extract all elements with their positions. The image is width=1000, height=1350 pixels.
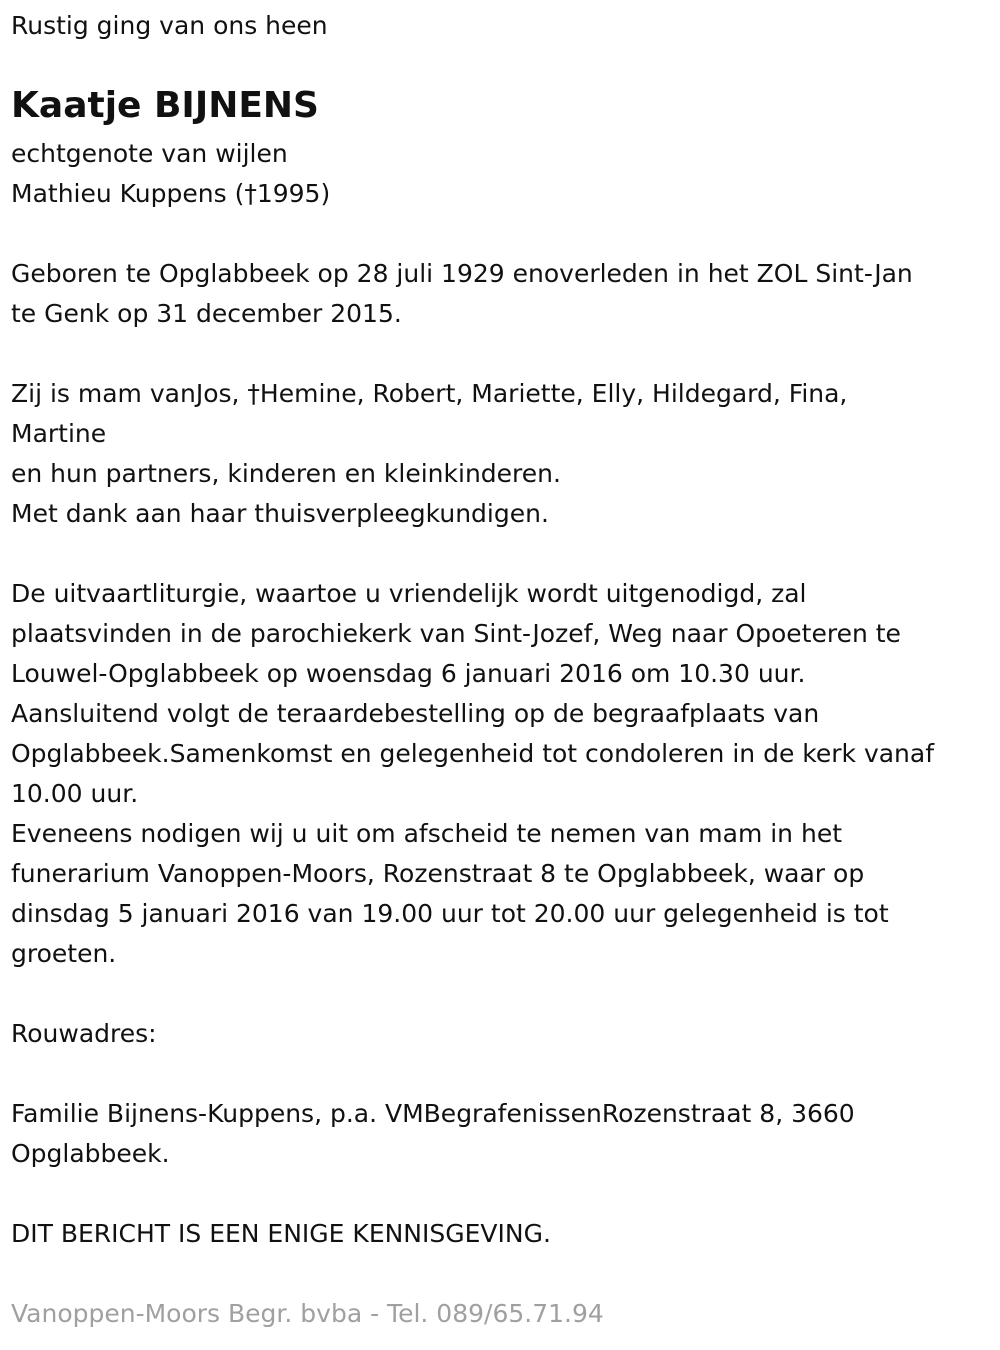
partners-line: en hun partners, kinderen en kleinkinderen. xyxy=(11,459,561,488)
funeral-line: groeten. xyxy=(11,939,117,968)
funeral-line: plaatsvinden in de parochiekerk van Sint-Jozef, Weg naar Opoeteren te xyxy=(11,619,901,648)
birth-line: Geboren te Opglabbeek op 28 juli 1929 enoverleden in het ZOL Sint-Jan xyxy=(11,259,913,288)
death-line: te Genk op 31 december 2015. xyxy=(11,299,402,328)
family-section xyxy=(11,374,847,534)
funeral-section xyxy=(11,574,934,974)
spouse-death-year: 1995) xyxy=(256,179,331,208)
address-label-section xyxy=(11,1014,157,1054)
children-line-continued: Martine xyxy=(11,419,107,448)
intro-text: Rustig ging van ons heen xyxy=(11,11,328,40)
funeral-home-footer: Vanoppen-Moors Begr. bvba - Tel. 089/65.71.94 xyxy=(11,1299,604,1328)
children-intro: Zij is mam vanJos, xyxy=(11,379,248,408)
footer-section xyxy=(11,1294,604,1334)
children-names: Hemine, Robert, Mariette, Elly, Hildegard, Fina, xyxy=(259,379,848,408)
notice-section xyxy=(11,1214,551,1254)
thanks-line: Met dank aan haar thuisverpleegkundigen. xyxy=(11,499,549,528)
address-line: Opglabbeek. xyxy=(11,1139,170,1168)
spouse-name-line xyxy=(11,174,330,214)
funeral-line: dinsdag 5 januari 2016 van 19.00 uur tot 20.00 uur gelegenheid is tot xyxy=(11,899,889,928)
funeral-line: Louwel-Opglabbeek op woensdag 6 januari 2016 om 10.30 uur. xyxy=(11,659,806,688)
cross-icon: † xyxy=(247,379,260,408)
deceased-name: Kaatje BIJNENS xyxy=(11,85,319,126)
spouse-section xyxy=(11,134,330,214)
notice-text: DIT BERICHT IS EEN ENIGE KENNISGEVING. xyxy=(11,1219,551,1248)
funeral-line: Eveneens nodigen wij u uit om afscheid te nemen van mam in het xyxy=(11,819,843,848)
birth-death-section xyxy=(11,254,913,334)
address-label: Rouwadres: xyxy=(11,1019,157,1048)
funeral-line: De uitvaartliturgie, waartoe u vriendelijk wordt uitgenodigd, zal xyxy=(11,579,807,608)
address-section xyxy=(11,1094,855,1174)
cross-icon: † xyxy=(244,179,257,208)
funeral-line: 10.00 uur. xyxy=(11,779,139,808)
funeral-line: Opglabbeek.Samenkomst en gelegenheid tot condoleren in de kerk vanaf xyxy=(11,739,935,768)
spouse-line: echtgenote van wijlen xyxy=(11,139,288,168)
funeral-line: funerarium Vanoppen-Moors, Rozenstraat 8 te Opglabbeek, waar op xyxy=(11,859,865,888)
children-line xyxy=(11,374,847,414)
spouse-name: Mathieu Kuppens ( xyxy=(11,179,245,208)
funeral-line: Aansluitend volgt de teraardebestelling op de begraafplaats van xyxy=(11,699,820,728)
address-line: Familie Bijnens-Kuppens, p.a. VMBegrafenissenRozenstraat 8, 3660 xyxy=(11,1099,855,1128)
